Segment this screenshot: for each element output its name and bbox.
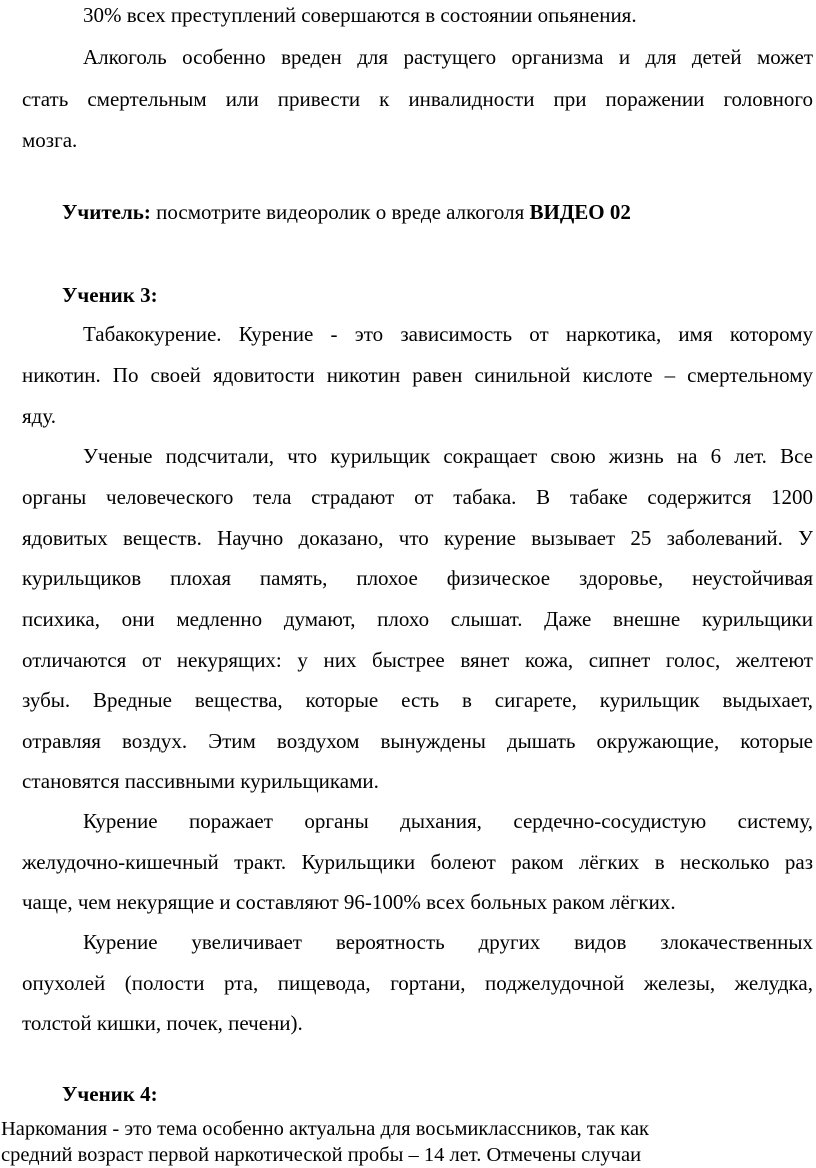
smoking-p4-line-3: толстой кишки, почек, печени). [22,1011,303,1035]
intro-line-1: 30% всех преступлений совершаются в состоянии опьянения. [83,3,637,27]
intro-paragraph-line-2: стать смертельным или привести к инвалидности при поражении головного [22,87,813,111]
teacher-line [62,199,631,225]
drugs-term: Наркомания - [1,1118,125,1140]
smoking-p2-line-8: отравляя воздух. Этим воздухом вынуждены дышать окружающие, которые [22,729,813,753]
smoking-p2-line-1: Ученые подсчитали, что курильщик сокращает свою жизнь на 6 лет. Все [83,444,813,468]
smoking-p3-line-2: желудочно-кишечный тракт. Курильщики болеют раком лёгких в несколько раз [22,850,813,874]
smoking-p3-line-1: Курение поражает органы дыхания, сердечно-сосудистую систему, [83,809,813,833]
drugs-line-1: Наркомания - это тема особенно актуальна для восьмиклассников, так как [1,1118,650,1140]
smoking-p1-line-3: яду. [22,404,56,428]
intro-paragraph-line-3: мозга. [22,128,78,152]
student-3-heading: Ученик 3: [62,283,158,307]
intro-paragraph-line-1: Алкоголь особенно вреден для растущего организма и для детей может [83,45,813,69]
drugs-line-2: средний возраст первой наркотической пробы – 14 лет. Отмечены случаи [1,1144,642,1166]
smoking-p1-line-1: Табакокурение. Курение - это зависимость от наркотика, имя которому [83,322,813,346]
smoking-p2-line-9: становятся пассивными курильщиками. [22,769,379,793]
smoking-p2-line-6: отличаются от некурящих: у них быстрее вянет кожа, сипнет голос, желтеют [22,648,813,672]
smoking-p4-line-2: опухолей (полости рта, пищевода, гортани, поджелудочной железы, желудка, [22,971,813,995]
teacher-label: Учитель: [62,200,151,224]
smoking-p2-line-3: ядовитых веществ. Научно доказано, что курение вызывает 25 заболеваний. У [22,526,813,550]
video-label: ВИДЕО 02 [529,200,631,224]
teacher-text: посмотрите видеоролик о вреде алкоголя [150,200,530,224]
smoking-p2-line-4: курильщиков плохая память, плохое физическое здоровье, неустойчивая [22,566,813,590]
smoking-p3-line-3: чаще, чем некурящие и составляют 96-100% всех больных раком лёгких. [22,890,676,914]
smoking-p2-line-7: зубы. Вредные вещества, которые есть в сигарете, курильщик выдыхает, [22,688,813,712]
student-4-heading: Ученик 4: [62,1082,158,1106]
smoking-p2-line-2: органы человеческого тела страдают от табака. В табаке содержится 1200 [22,485,813,509]
smoking-p4-line-1: Курение увеличивает вероятность других видов злокачественных [83,930,813,954]
smoking-p1-line-2: никотин. По своей ядовитости никотин равен синильной кислоте – смертельному [22,363,813,387]
smoking-p2-line-5: психика, они медленно думают, плохо слышат. Даже внешне курильщики [22,607,813,631]
